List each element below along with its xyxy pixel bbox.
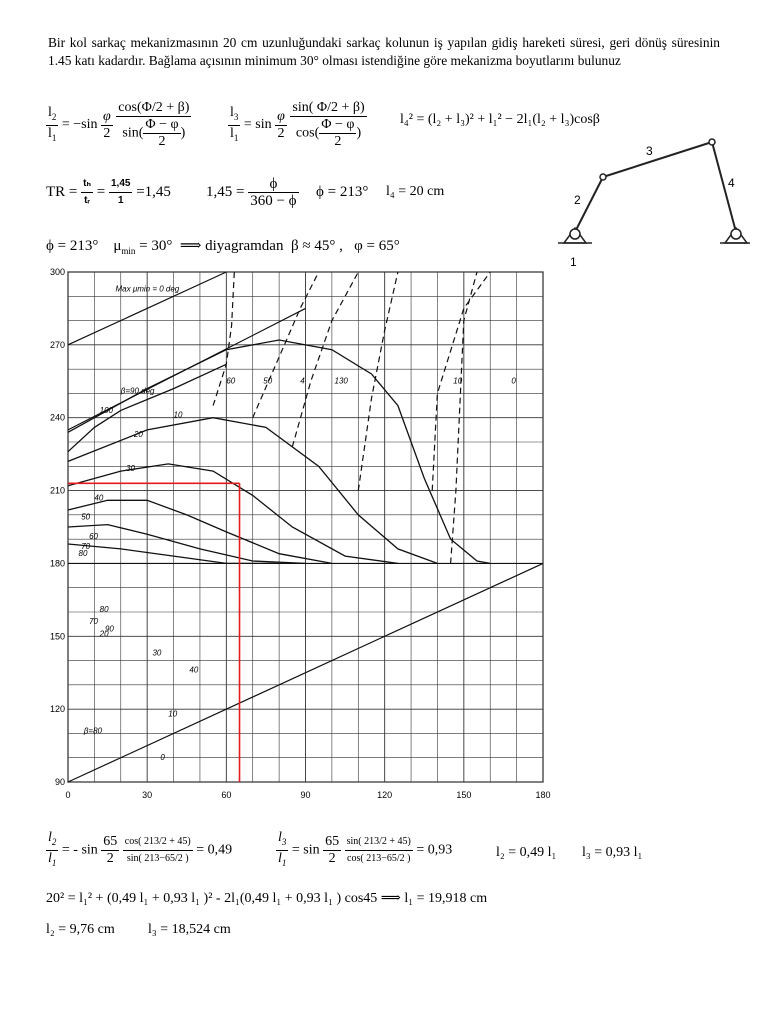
label-link-2: 2 <box>574 193 581 207</box>
final-l3: l₃ = 18,524 cm <box>148 922 231 937</box>
y-tick-label: 210 <box>49 485 65 496</box>
design-chart <box>40 262 560 822</box>
phi-equation: 1,45 = $\frac{\phi}{360 - \phi}$ <box>206 176 297 209</box>
dashed-curve-label: 10 <box>453 376 463 386</box>
result-l2: l₂ = 0,49 l₁ <box>496 845 557 860</box>
x-tick-label: 90 <box>300 790 311 800</box>
chart-grid <box>68 272 543 782</box>
y-tick-label: 300 <box>49 267 65 277</box>
dashed-curve-label: 60 <box>226 376 236 386</box>
given-row: ϕ = 213° $\mu_{min} = 30^\circ$ ⟹ diyagramdan β ≈ 45° , φ = 65° <box>46 238 400 256</box>
dashed-curve-label: 30 <box>152 648 162 658</box>
y-tick-label: 150 <box>49 631 65 642</box>
final-equation: 20² = l₁² + (0,49 l₁ + 0,93 l₁ )² - 2l₁(0,49 l₁ + 0,93 l₁ ) cos45 ⟹ l₁ = 19,918 cm <box>46 891 488 906</box>
l4-value: l₄ = 20 cm <box>386 184 445 199</box>
f1-eq: = −sin <box>61 117 98 133</box>
solid-curve-label: 60 <box>89 532 99 542</box>
dashed-curve-label: 20 <box>99 629 109 639</box>
dashed-curve-label: 10 <box>168 709 178 719</box>
label-link-4: 4 <box>728 176 735 190</box>
y-tick-label: 90 <box>54 777 65 787</box>
solid-curve-label: 20 <box>133 430 143 440</box>
chart-annotation: β=90 deg <box>120 386 155 396</box>
x-tick-label: 0 <box>65 790 71 800</box>
y-tick-label: 120 <box>49 704 65 715</box>
formula-l3-l1: $\frac{l_3}{l_1}$ = sin $\frac{\varphi}{2}$ sin( Φ/2 + β) cos( $\frac{\Phi - \varphi}{2}$ ) <box>230 100 365 149</box>
dashed-curve-label: 40 <box>189 665 199 675</box>
solid-curve-label: 80 <box>78 549 88 559</box>
dashed-curve-label: 50 <box>263 376 273 386</box>
solution-l3: $\frac{l_3}{l_1}$ = sin $\frac{65}{2}$ $\frac{\sin( 213/2 + 45)}{\cos( 213-65/2 )}$ = 0,93 <box>278 830 453 868</box>
solid-curve-label: 30 <box>126 464 135 474</box>
problem-statement: Bir kol sarkaç mekanizmasının 20 cm uzunluğundaki sarkaç kolunun iş yapılan gidiş hareketi süresi, geri dönüş süresinin 1.45 katı kadardır. Bağlama açısının minimum 30° olması istendiğine göre mekanizma boyutlarını bulunuz <box>48 35 720 68</box>
x-tick-label: 60 <box>221 790 232 800</box>
x-tick-label: 180 <box>535 790 551 800</box>
x-tick-label: 120 <box>377 790 393 800</box>
chart-annotation: Max μmin = 0 deg <box>115 284 180 294</box>
dashed-curve-label: 130 <box>334 376 348 386</box>
final-l2: l₂ = 9,76 cm <box>46 922 115 937</box>
solid-curve-label: 0 <box>160 753 165 763</box>
solution-l2: $\frac{l_2}{l_1}$ = - sin $\frac{65}{2}$ $\frac{\cos( 213/2 + 45)}{\sin( 213-65/2 )}$ = 0,49 <box>48 830 233 868</box>
formula-l2-l1: $\frac{l_2}{l_1}$ = −sin $\frac{\varphi}{2}$ cos(Φ/2 + β) sin( $\frac{\Phi - \varphi}{2}$ ) <box>48 100 190 149</box>
mechanism-diagram <box>550 130 750 270</box>
chart-annotation: β=80 <box>83 726 102 736</box>
y-tick-label: 270 <box>49 339 65 350</box>
dashed-curve-label: 70 <box>89 617 99 627</box>
phi-value: ϕ = 213° <box>316 184 369 200</box>
label-link-1: 1 <box>570 255 577 269</box>
dashed-curve-label: 90 <box>104 624 114 634</box>
solid-curve-label: 10 <box>173 410 183 420</box>
x-tick-label: 30 <box>142 790 153 800</box>
label-link-3: 3 <box>646 144 653 158</box>
y-tick-label: 180 <box>49 558 65 569</box>
formula-l4-cosine: l₄² = (l₂ + l₃)² + l₁² − 2l₁(l₂ + l₃)cosβ <box>400 112 600 127</box>
dashed-curve-label: 80 <box>99 605 109 614</box>
dashed-curve-label: 0 <box>511 376 516 386</box>
solid-curve-label: 40 <box>94 493 104 503</box>
solid-curve-label: 100 <box>99 405 114 415</box>
solid-curve-label: 50 <box>81 512 91 522</box>
x-tick-label: 150 <box>456 790 472 800</box>
result-l3: l₃ = 0,93 l₁ <box>582 845 643 860</box>
y-tick-label: 240 <box>49 412 65 423</box>
dashed-curve-label: 4 <box>300 376 305 386</box>
solid-curve-label: 70 <box>81 541 91 551</box>
tr-equation: TR = $\frac{\text{tₕ}}{\text{tᵣ}}$ = $\frac{1,45}{1}$ =1,45 <box>46 178 171 206</box>
